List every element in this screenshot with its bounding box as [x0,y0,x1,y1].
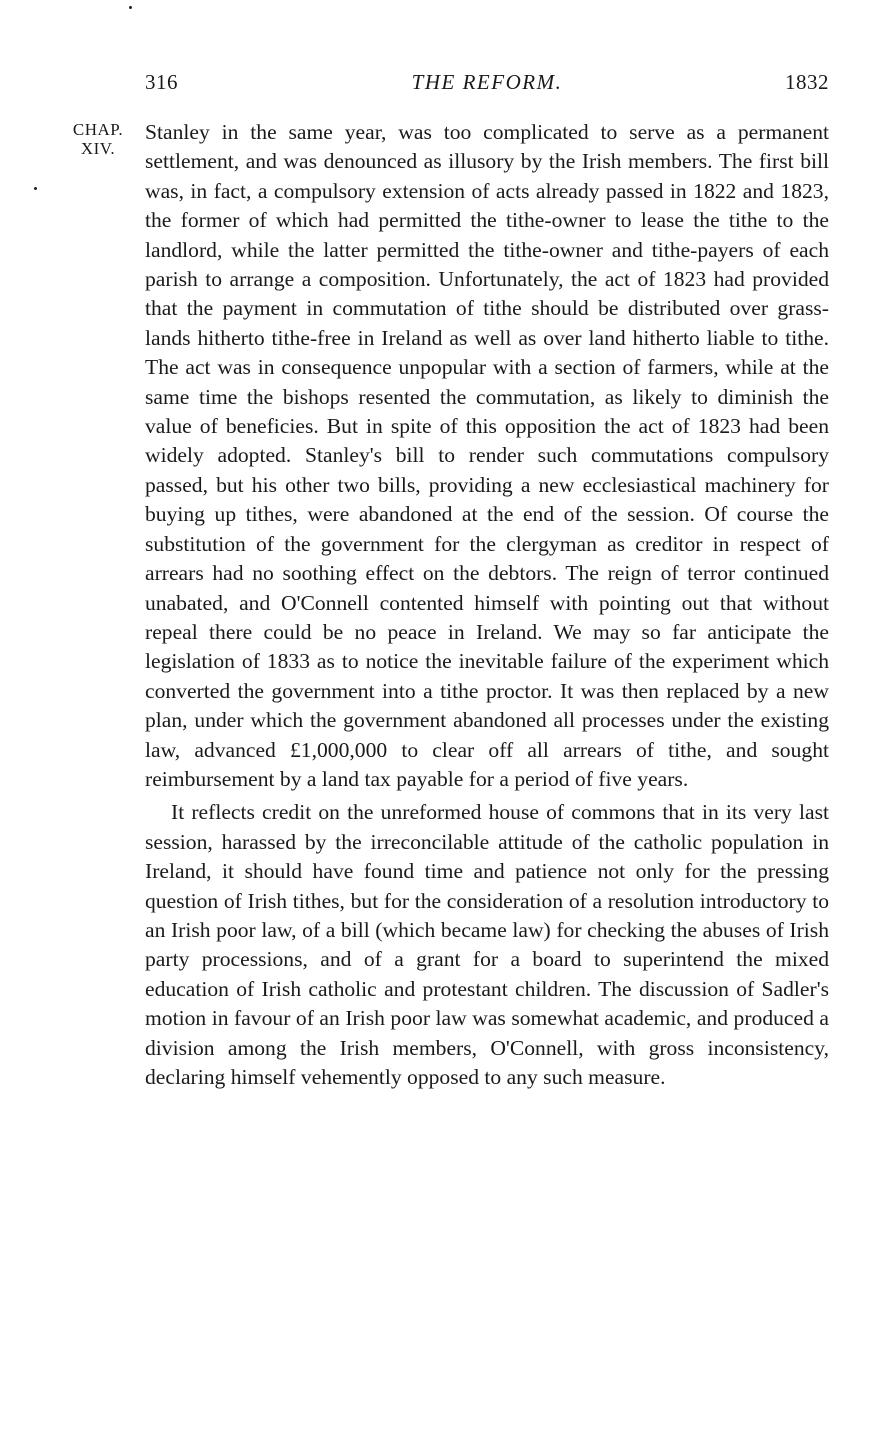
stray-ink-mark [34,187,37,190]
page-number: 316 [145,70,178,94]
page-header [145,70,829,100]
chapter-margin-note [58,120,138,158]
body-text [145,118,829,1092]
paragraph: It reflects credit on the unreformed house of commons that in its very last session, harassed by the irreconcilable attitude of the catholic population in Ireland, it should have found time and patience not only for the pressing question of Irish tithes, but for the consideration of a resolution introductory to an Irish poor law, of a bill (which became law) for checking the abuses of Irish party processions, and of a grant for a board to superintend the mixed education of Irish catholic and protestant children. The discussion of Sadler's motion in favour of an Irish poor law was somewhat academic, and produced a division among the Irish members, O'Connell, with gross inconsistency, declaring himself vehemently opposed to any such measure. [145,800,829,1089]
chapter-label: CHAP. [72,120,124,139]
running-head: THE REFORM. [411,70,563,94]
header-year: 1832 [785,70,829,94]
chapter-number: XIV. [80,139,116,158]
paragraph-continued: Stanley in the same year, was too complicated to serve as a permanent settlement, and was denounced as illusory by the Irish members. The first bill was, in fact, a compulsory extension of acts already passed in 1822 and 1823, the former of which had permitted the tithe-owner to lease the tithe to the landlord, while the latter permitted the tithe-owner and tithe-payers of each parish to arrange a composition. Unfortunately, the act of 1823 had provided that the payment in commutation of tithe should be distributed over grass-lands hitherto tithe-free in Ireland as well as over land hitherto liable to tithe. The act was in consequence unpopular with a section of farmers, while at the same time the bishops resented the commutation, as likely to diminish the value of beneficies. But in spite of this opposition the act of 1823 had been widely adopted. Stanley's bill to render such commutations compulsory passed, but his other two bills, providing a new ecclesiastical machinery for buying up tithes, were abandoned at the end of the session. Of course the substitution of the government for the clergyman as creditor in respect of arrears had no soothing effect on the debtors. The reign of terror continued unabated, and O'Connell contented himself with pointing out that without repeal there could be no peace in Ireland. We may so far anticipate the legislation of 1833 as to notice the inevitable failure of the experiment which converted the government into a tithe proctor. It was then replaced by a new plan, under which the government abandoned all processes under the existing law, advanced £1,000,000 to clear off all arrears of tithe, and sought reimbursement by a land tax payable for a period of five years. [145,120,829,791]
stray-ink-mark [129,6,132,9]
